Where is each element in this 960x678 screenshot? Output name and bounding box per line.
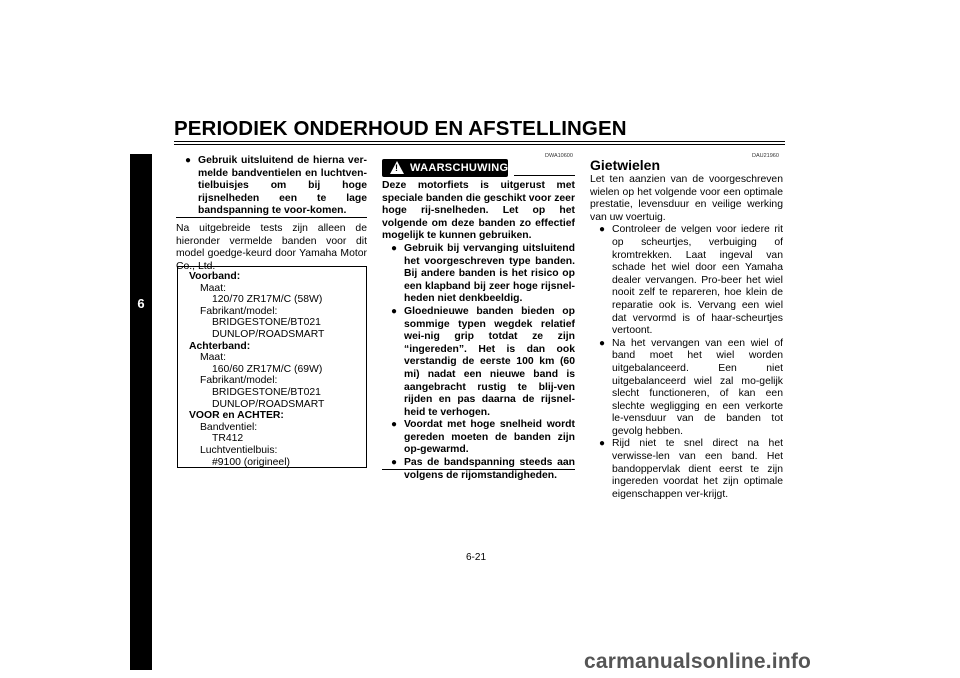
tire-spec-box (177, 266, 367, 468)
bullet-icon: ● (599, 438, 606, 450)
wheels-bullet: ● Na het vervangen van een wiel of band moet het wiel worden uitgebalanceerd. Een niet uitgebalanceerd wiel zal mo-gelijk slecht functioneren, of kan een slechte wegligging en een verkorte le-vensduur van de banden tot gevolg hebben. (599, 337, 783, 437)
chapter-number: 6 (137, 296, 145, 311)
warning-intro: Deze motorfiets is uitgerust met speciale banden die geschikt voor zeer hoge rij-snelheden. Let op het volgende om deze banden zo effectief mogelijk te kunnen gebruiken. (382, 180, 575, 242)
bullet-icon: ● (185, 155, 192, 166)
tube-label: Luchtventielbuis: (200, 444, 278, 456)
warning-block (382, 180, 575, 482)
front-make-value-2: DUNLOP/ROADSMART (212, 328, 325, 340)
warning-badge (382, 159, 508, 177)
front-size-label: Maat: (200, 282, 226, 294)
wheels-bullet: ● Controleer de velgen voor iedere rit op scheurtjes, verbuiging of kromtrekken. Laat ingeval van schade het wiel door een Yamaha dealer vervangen. Pro-beer het wiel nooit zelf te repareren, hoe klein de reparatie ook is. Vervang een wiel dat vervormd is of haar-scheurtjes vertoont. (599, 224, 783, 337)
bullet-icon: ● (599, 224, 606, 236)
warning-bullet: ● Pas de bandspanning steeds aan volgens de rijomstandigheden. (391, 457, 575, 481)
warning-bullet: ● Gloednieuwe banden bieden op sommige typen wegdek relatief wei-nig grip totdat ze zijn “ingereden”. Het is dan ook verstandig de eerste 100 km (60 mi) nadat een nieuwe band is aangebracht rustig te blij-ven rijden en pas daarna de rijsnel-heid te verhogen. (391, 305, 575, 418)
front-size-value: 120/70 ZR17M/C (58W) (212, 294, 323, 306)
both-label: VOOR en ACHTER: (189, 410, 284, 422)
section-code: DAU21960 (752, 153, 779, 159)
bullet-icon: ● (391, 242, 398, 254)
warning-label: WAARSCHUWING (410, 162, 509, 174)
header-rule-thin (174, 144, 785, 145)
left-bullet-text: Gebruik uitsluitend de hierna ver-melde bandventielen en luchtven-tielbuisjes om bij hoge rijsnelheden een te lage bandspanning te voor-komen. (198, 155, 367, 217)
bullet-icon: ● (599, 337, 606, 349)
front-make-label: Fabrikant/model: (200, 305, 278, 317)
front-tire-label: Voorband: (189, 271, 241, 282)
left-paragraph: Na uitgebreide tests zijn alleen de hieronder vermelde banden voor dit model goedge-keurd door Yamaha Motor Co., Ltd. (176, 223, 367, 272)
header-rule (174, 141, 785, 142)
watermark: carmanualsonline.info (584, 650, 812, 673)
wheels-intro: Let ten aanzien van de voorgeschreven wielen op het volgende voor een optimale prestatie, levensduur en veilige werking van uw voertuig. (590, 174, 783, 223)
divider (176, 217, 367, 218)
rear-tire-label: Achterband: (189, 340, 251, 352)
bullet-icon: ● (391, 457, 398, 469)
rear-size-label: Maat: (200, 352, 226, 364)
exclamation-icon: ! (395, 163, 398, 173)
section-heading: Gietwielen (590, 157, 661, 173)
bullet-icon: ● (391, 419, 398, 431)
warning-rule (514, 175, 575, 176)
wheels-bullet: ● Rijd niet te snel direct na het verwisse-len van een band. Het bandoppervlak dient eerst te zijn ingereden voordat het zijn optimale eigenschappen ver-krijgt. (599, 438, 783, 500)
valve-label: Bandventiel: (200, 421, 258, 433)
warning-end-rule (382, 469, 575, 470)
warning-bullet: ● Voordat met hoge snelheid wordt gereden moeten de banden zijn op-gewarmd. (391, 419, 575, 456)
rear-size-value: 160/60 ZR17M/C (69W) (212, 363, 323, 375)
rear-make-label: Fabrikant/model: (200, 375, 278, 387)
front-make-value-1: BRIDGESTONE/BT021 (212, 317, 321, 329)
left-warning-bullet (176, 155, 367, 218)
chapter-tab (130, 154, 152, 670)
page-number: 6-21 (466, 552, 487, 563)
warning-code: DWA10600 (545, 153, 573, 159)
wheels-section (590, 174, 783, 501)
warning-bullet: ● Gebruik bij vervanging uitsluitend het voorgeschreven type banden. Bij andere banden is het risico op een klapband bij zeer hoge rijsnel-heden niet denkbeeldig. (391, 242, 575, 305)
rear-make-value-2: DUNLOP/ROADSMART (212, 398, 325, 410)
valve-value: TR412 (212, 433, 244, 445)
tube-value: #9100 (origineel) (212, 456, 290, 468)
rear-make-value-1: BRIDGESTONE/BT021 (212, 386, 321, 398)
page-title: PERIODIEK ONDERHOUD EN AFSTELLINGEN (174, 117, 627, 140)
bullet-icon: ● (391, 305, 398, 317)
